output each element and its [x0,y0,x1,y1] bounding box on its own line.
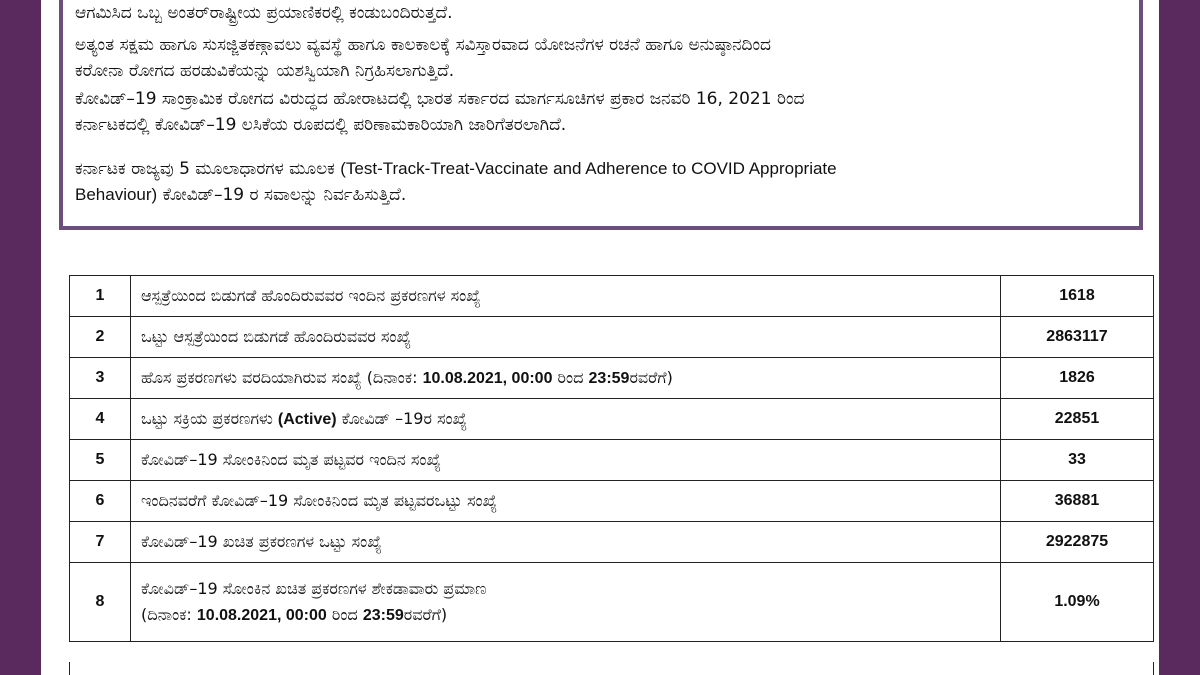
row-value: 22851 [1001,399,1154,440]
row-value: 1618 [1001,276,1154,317]
row-number: 6 [70,481,131,522]
row-value: 1826 [1001,358,1154,399]
intro-paragraph-1 [75,0,1127,26]
desc-part: (ದಿನಾಂಕ: [141,604,197,624]
active-label: (Active) [277,411,337,428]
desc-part: ರಿಂದ [552,368,589,387]
intro-p4-line-1-english: (Test-Track-Treat-Vaccinate and Adherence to COVID Appropriate [340,159,837,178]
intro-p4-line-2 [75,182,1127,208]
row-value: 2922875 [1001,522,1154,563]
row-description [131,563,1001,642]
date-range-end: 23:59 [362,606,404,624]
desc-part: ಒಟ್ಟು ಸಕ್ರಿಯ ಪ್ರಕರಣಗಳು [141,409,278,428]
intro-p3-line-1: ಕೋವಿಡ್–19 ಸಾಂಕ್ರಾಮಿಕ ರೋಗದ ವಿರುದ್ಧದ ಹೋರಾಟದಲ್ಲಿ ಭಾರತ ಸರ್ಕಾರದ ಮಾರ್ಗಸೂಚಿಗಳ ಪ್ರಕಾರ ಜನವರಿ 16, 2021 ರಿಂದ [75,89,805,109]
intro-paragraph-4 [75,156,1127,208]
desc-part: ಕೋವಿಡ್ –19ರ ಸಂಖ್ಯೆ [336,409,468,428]
row-number: 2 [70,317,131,358]
intro-paragraph-2 [75,32,1127,84]
intro-p1-line-1: ಆಗಮಿಸಿದ ಒಬ್ಬ ಅಂತರ್‌ರಾಷ್ಟ್ರೀಯ ಪ್ರಯಾಣಿಕರಲ್ಲಿ ಕಂಡುಬಂದಿರುತ್ತದೆ. [75,3,453,23]
covid-stats-table [69,275,1154,642]
row-description: ಕೋವಿಡ್–19 ಖಚಿತ ಪ್ರಕರಣಗಳ ಒಟ್ಟು ಸಂಖ್ಯೆ [131,522,1001,563]
intro-p2-line-1: ಅತ್ಯಂತ ಸಕ್ಷಮ ಹಾಗೂ ಸುಸಜ್ಜಿತಕಣ್ಗಾವಲು ವ್ಯವಸ್ಥೆ ಹಾಗೂ ಕಾಲಕಾಲಕ್ಕೆ ಸವಿಸ್ತಾರವಾದ ಯೋಜನೆಗಳ ರಚನೆ ಹಾಗೂ ಅನುಷ್ಠಾನದಿಂದ [75,35,772,55]
desc-line-1: ಕೋವಿಡ್–19 ಸೋಂಕಿನ ಖಚಿತ ಪ್ರಕರಣಗಳ ಶೇಕಡಾವಾರು ಪ್ರಮಾಣ [141,578,487,598]
row-number: 7 [70,522,131,563]
desc-part: ರಿಂದ [326,604,363,624]
row-value: 2863117 [1001,317,1154,358]
table-row [70,481,1154,522]
table-row [70,440,1154,481]
desc-part: ರವರೆಗೆ) [629,368,673,387]
row-value: 33 [1001,440,1154,481]
row-description [131,399,1001,440]
table-row [70,563,1154,642]
row-number: 5 [70,440,131,481]
row-description: ಕೋವಿಡ್–19 ಸೋಂಕಿನಿಂದ ಮೃತ ಪಟ್ಟವರ ಇಂದಿನ ಸಂಖ್ಯೆ [131,440,1001,481]
intro-p4-line-2-english: Behaviour) [75,185,158,204]
row-description [131,358,1001,399]
row-description: ಇಂದಿನವರೆಗೆ ಕೋವಿಡ್–19 ಸೋಂಕಿನಿಂದ ಮೃತ ಪಟ್ಟವರಒಟ್ಟು ಸಂಖ್ಯೆ [131,481,1001,522]
date-range-start: 10.08.2021, 00:00 [422,370,553,387]
document-page [41,0,1159,675]
date-range-start: 10.08.2021, 00:00 [196,606,327,624]
row-value: 36881 [1001,481,1154,522]
table-row [70,358,1154,399]
row-value: 1.09% [1001,563,1154,642]
table-row [70,317,1154,358]
table-row [70,522,1154,563]
table-continuation [69,662,1154,675]
intro-p4-line-1 [75,156,1127,182]
table-row [70,276,1154,317]
date-range-end: 23:59 [588,370,630,387]
table-row [70,399,1154,440]
desc-line-2 [141,602,990,629]
row-number: 3 [70,358,131,399]
intro-box [59,0,1143,230]
intro-p2-line-2: ಕರೋನಾ ರೋಗದ ಹರಡುವಿಕೆಯನ್ನು ಯಶಸ್ವಿಯಾಗಿ ನಿಗ್ರಹಿಸಲಾಗುತ್ತಿದೆ. [75,61,455,81]
intro-paragraph-3 [75,86,1127,138]
desc-part: ಹೊಸ ಪ್ರಕರಣಗಳು ವರದಿಯಾಗಿರುವ ಸಂಖ್ಯೆ (ದಿನಾಂಕ: [141,368,423,387]
row-number: 4 [70,399,131,440]
row-number: 1 [70,276,131,317]
intro-p3-line-2: ಕರ್ನಾಟಕದಲ್ಲಿ ಕೋವಿಡ್–19 ಲಸಿಕೆಯ ರೂಪದಲ್ಲಿ ಪರಿಣಾಮಕಾರಿಯಾಗಿ ಜಾರಿಗೆತರಲಾಗಿದೆ. [75,115,567,135]
intro-p4-line-1-kannada: ಕರ್ನಾಟಕ ರಾಜ್ಯವು 5 ಮೂಲಾಧಾರಗಳ ಮೂಲಕ [75,159,341,179]
intro-p4-line-2-kannada: ಕೋವಿಡ್–19 ರ ಸವಾಲನ್ನು ನಿರ್ವಹಿಸುತ್ತಿದೆ. [157,185,407,205]
row-description: ಒಟ್ಟು ಆಸ್ಪತ್ರೆಯಿಂದ ಬಿಡುಗಡೆ ಹೊಂದಿರುವವರ ಸಂಖ್ಯೆ [131,317,1001,358]
row-description: ಆಸ್ಪತ್ರೆಯಿಂದ ಬಿಡುಗಡೆ ಹೊಂದಿರುವವರ ಇಂದಿನ ಪ್ರಕರಣಗಳ ಸಂಖ್ಯೆ [131,276,1001,317]
row-number: 8 [70,563,131,642]
desc-part: ರವರೆಗೆ) [403,604,448,624]
